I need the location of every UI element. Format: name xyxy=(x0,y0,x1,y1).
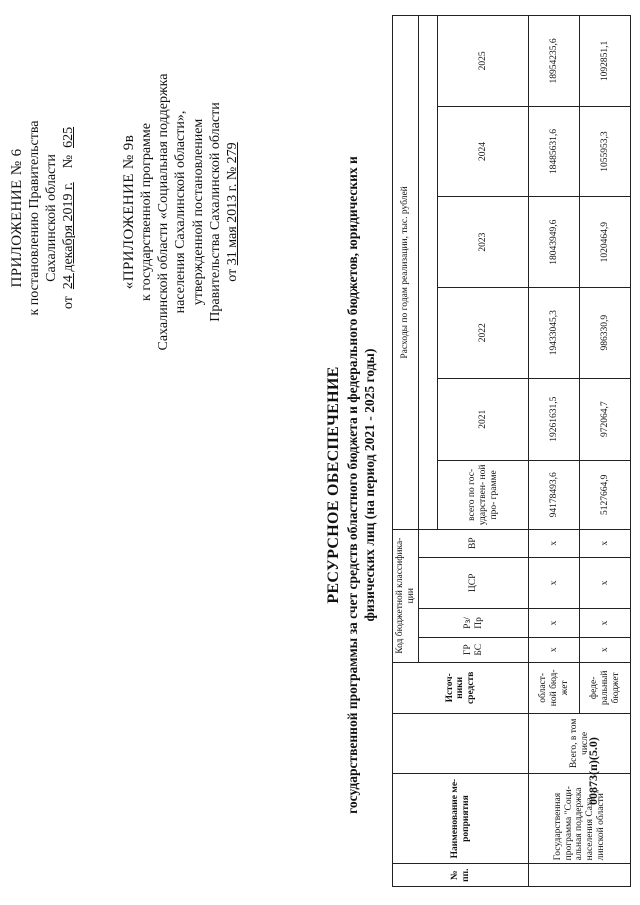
header-2021: 2021 xyxy=(438,378,529,460)
appendix-6-title: ПРИЛОЖЕНИЕ № 6 xyxy=(9,148,25,288)
footer-code: 00873(п)(5.0) xyxy=(586,737,600,805)
cell-total: 5127664,9 xyxy=(580,460,631,529)
cell-grbs: x xyxy=(580,637,631,662)
header-2024: 2024 xyxy=(438,106,529,197)
row-num-cell xyxy=(529,864,631,887)
appendix-9v-title: «ПРИЛОЖЕНИЕ № 9в xyxy=(121,134,137,290)
cell-csr: x xyxy=(529,557,580,608)
table-row xyxy=(529,16,580,887)
source-regional: област- ной бюд- жет xyxy=(529,662,580,713)
header-expenses-spacer xyxy=(419,16,438,530)
appendix-6-date: 24 декабря 2019 г. xyxy=(61,182,77,290)
cell-2022: 986330,9 xyxy=(580,287,631,378)
cell-csr: x xyxy=(580,557,631,608)
appendix-6-line2: Сахалинской области xyxy=(44,154,60,282)
header-2023: 2023 xyxy=(438,197,529,288)
header-expenses: Расходы по годам реализации, тыс. рублей xyxy=(393,16,419,530)
cell-2021: 19261631,5 xyxy=(529,378,580,460)
cell-total: 94178493,6 xyxy=(529,460,580,529)
program-name: Государственная программа "Соци- альная поддержка населения Саха- линской области" xyxy=(529,773,631,864)
appendix-9v-date: 31 мая 2013 г. № 279 xyxy=(224,142,240,266)
header-sources: Источ- ники средств xyxy=(393,662,529,713)
header-csr: ЦСР xyxy=(419,557,529,608)
cell-rzpr: x xyxy=(580,609,631,638)
appendix-6-number: 625 xyxy=(61,126,77,148)
appendix-9v-line2: Сахалинской области «Социальная поддержка xyxy=(156,73,172,351)
header-rzpr: Рз/ Пр xyxy=(419,609,529,638)
appendix-9v-from: от xyxy=(224,268,240,282)
appendix-6-no: № xyxy=(61,154,77,169)
header-grbs: ГР БС xyxy=(419,637,529,662)
cell-rzpr: x xyxy=(529,609,580,638)
document-title: РЕСУРСНОЕ ОБЕСПЕЧЕНИЕ xyxy=(325,366,342,604)
header-2025: 2025 xyxy=(438,16,529,107)
cell-2022: 19433045,3 xyxy=(529,287,580,378)
appendix-9v-line1: к государственной программе xyxy=(139,123,155,301)
appendix-9v-date-line xyxy=(224,47,241,377)
cell-2024: 1055953,3 xyxy=(580,106,631,197)
cell-vr: x xyxy=(529,529,580,557)
source-federal: феде- ральный бюджет xyxy=(580,662,631,713)
header-name: Наименование ме- роприятия xyxy=(393,773,529,864)
appendix-9v-line5: Правительства Сахалинской области xyxy=(207,102,223,322)
cell-2025: 18954235,6 xyxy=(529,16,580,107)
document-subtitle: государственной программы за счет средств областного бюджета и федерального бюджетов, юридических и физических лиц (на период 2021 - 2025 годы) xyxy=(345,156,377,814)
cell-2023: 1020464,9 xyxy=(580,197,631,288)
header-total-spacer xyxy=(393,714,529,774)
appendix-6-line1: к постановлению Правительства xyxy=(27,120,43,316)
cell-2025: 1092851,1 xyxy=(580,16,631,107)
header-total: всего по гос- ударствен- ной про- грамме xyxy=(438,460,529,529)
total-label: Всего, в том числе xyxy=(529,714,631,774)
header-vr: ВР xyxy=(419,529,529,557)
header-2022: 2022 xyxy=(438,287,529,378)
cell-grbs: x xyxy=(529,637,580,662)
cell-2024: 18485631,6 xyxy=(529,106,580,197)
cell-vr: x xyxy=(580,529,631,557)
appendix-6-date-line xyxy=(60,113,77,323)
cell-2023: 18043949,6 xyxy=(529,197,580,288)
appendix-9v-line3: населения Сахалинской области», xyxy=(173,110,189,314)
header-num: № пп. xyxy=(393,864,529,887)
appendix-6-block xyxy=(8,113,78,323)
appendix-9v-block xyxy=(120,47,241,377)
appendix-9v-line4: утвержденной постановлением xyxy=(190,118,206,306)
appendix-6-from: от xyxy=(61,296,77,310)
header-budget-code: Код бюджетной классифика- ции xyxy=(393,529,419,662)
cell-2021: 972064,7 xyxy=(580,378,631,460)
